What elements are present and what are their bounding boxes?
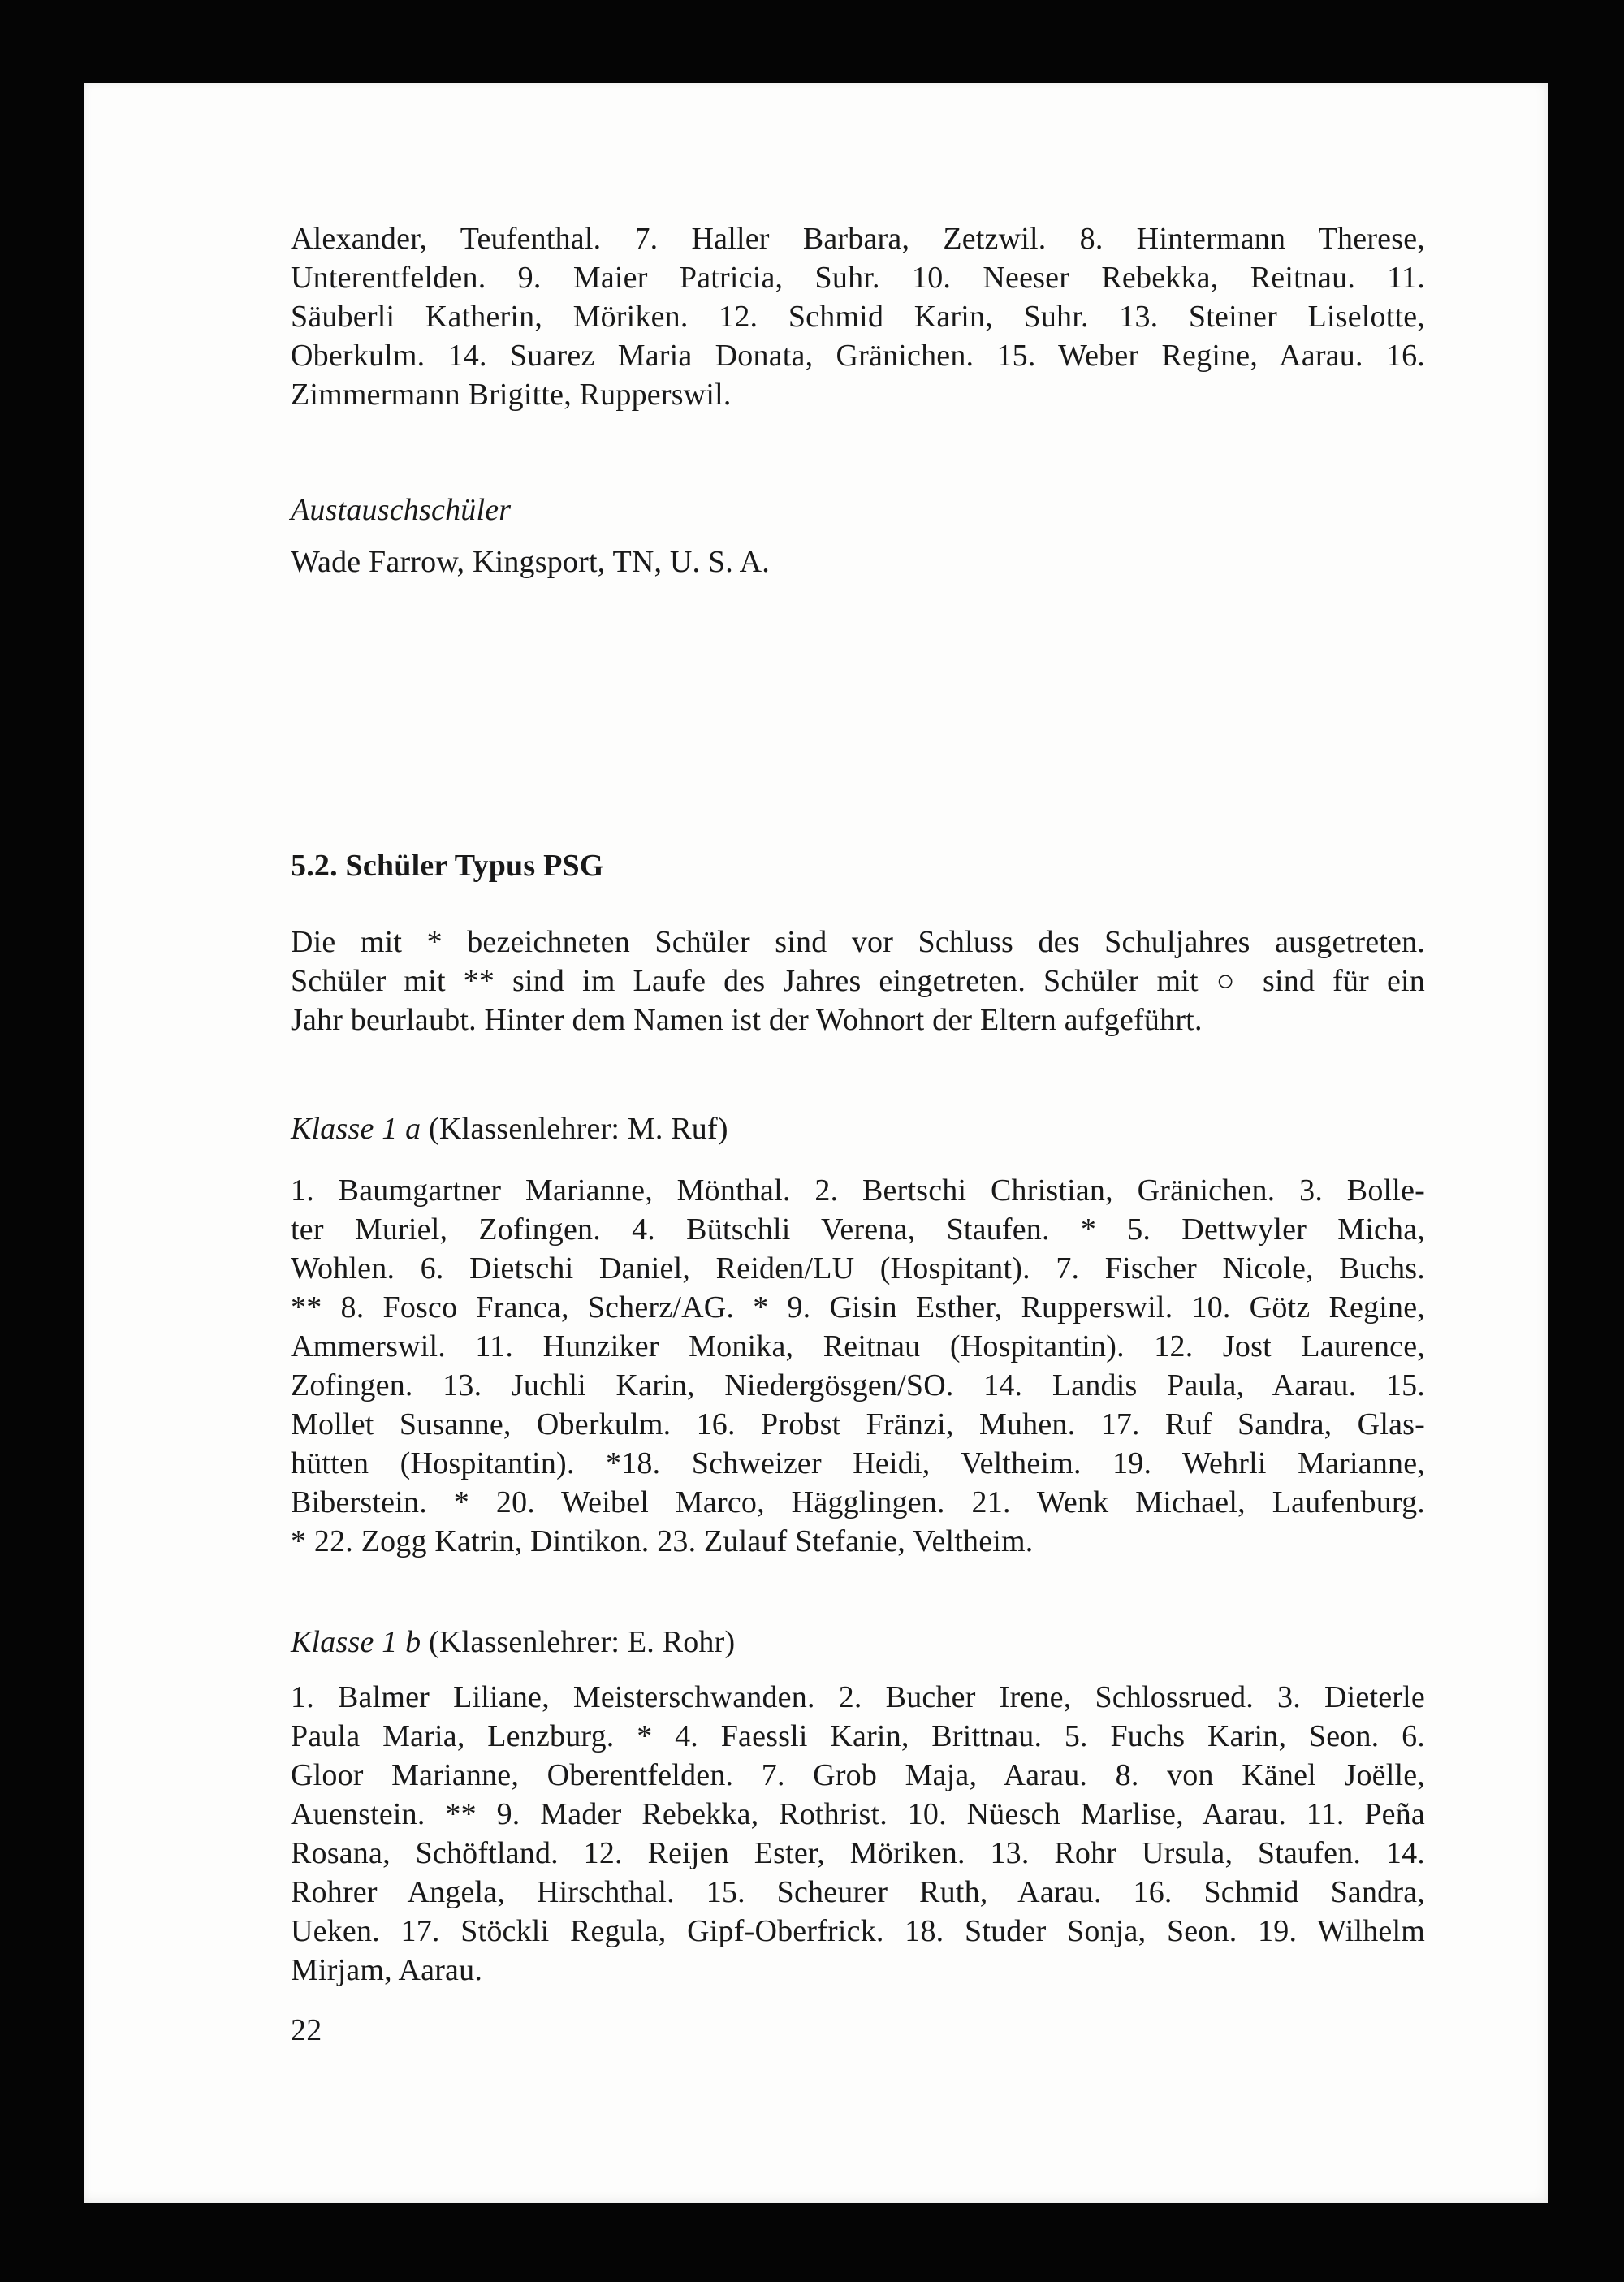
text-line: Rosana, Schöftland. 12. Reijen Ester, Möriken. 13. Rohr Ursula, Staufen. 14. bbox=[291, 1836, 1425, 1870]
paragraph-klasse-1b-students bbox=[291, 1678, 1425, 1990]
text-line: Unterentfelden. 9. Maier Patricia, Suhr. 10. Neeser Rebekka, Reitnau. 11. bbox=[291, 261, 1425, 295]
section-heading-5-2: 5.2. Schüler Typus PSG bbox=[291, 849, 604, 883]
text-line: Oberkulm. 14. Suarez Maria Donata, Gränichen. 15. Weber Regine, Aarau. 16. bbox=[291, 339, 1425, 373]
text-line: Mollet Susanne, Oberkulm. 16. Probst Fränzi, Muhen. 17. Ruf Sandra, Glas- bbox=[291, 1407, 1425, 1441]
exchange-student-line: Wade Farrow, Kingsport, TN, U. S. A. bbox=[291, 545, 770, 579]
heading-klasse-1a bbox=[291, 1109, 1425, 1148]
heading-austauschschueler: Austauschschüler bbox=[291, 493, 512, 527]
text-column bbox=[291, 219, 1425, 2050]
text-line: Auenstein. ** 9. Mader Rebekka, Rothrist. 10. Nüesch Marlise, Aarau. 11. Peña bbox=[291, 1797, 1425, 1831]
text-line: Jahr beurlaubt. Hinter dem Namen ist der Wohnort der Eltern aufgeführt. bbox=[291, 1003, 1203, 1037]
text-line: Rohrer Angela, Hirschthal. 15. Scheurer Ruth, Aarau. 16. Schmid Sandra, bbox=[291, 1875, 1425, 1909]
text-line: Paula Maria, Lenzburg. * 4. Faessli Karin, Brittnau. 5. Fuchs Karin, Seon. 6. bbox=[291, 1719, 1425, 1753]
text-line: 1. Balmer Liliane, Meisterschwanden. 2. Bucher Irene, Schlossrued. 3. Dieterle bbox=[291, 1680, 1425, 1714]
text-line: Gloor Marianne, Oberentfelden. 7. Grob Maja, Aarau. 8. von Känel Joëlle, bbox=[291, 1758, 1425, 1792]
text-line: Alexander, Teufenthal. 7. Haller Barbara, Zetzwil. 8. Hintermann Therese, bbox=[291, 222, 1425, 256]
text-line: ter Muriel, Zofingen. 4. Bütschli Verena, Staufen. * 5. Dettwyler Micha, bbox=[291, 1212, 1425, 1247]
paragraph-klasse-1a-students bbox=[291, 1171, 1425, 1561]
text-line: Säuberli Katherin, Möriken. 12. Schmid Karin, Suhr. 13. Steiner Liselotte, bbox=[291, 300, 1425, 334]
paragraph-symbol-legend bbox=[291, 923, 1425, 1039]
text-line: Zimmermann Brigitte, Rupperswil. bbox=[291, 378, 732, 412]
text-line: Biberstein. * 20. Weibel Marco, Hägglingen. 21. Wenk Michael, Laufenburg. bbox=[291, 1485, 1425, 1519]
text-line: Ueken. 17. Stöckli Regula, Gipf-Oberfrick. 18. Studer Sonja, Seon. 19. Wilhelm bbox=[291, 1914, 1425, 1948]
text-line: Schüler mit ** sind im Laufe des Jahres eingetreten. Schüler mit ○ sind für ein bbox=[291, 964, 1425, 998]
page-number: 22 bbox=[291, 2013, 322, 2047]
text-line: Die mit * bezeichneten Schüler sind vor Schluss des Schuljahres ausgetreten. bbox=[291, 925, 1425, 959]
text-line: Mirjam, Aarau. bbox=[291, 1953, 483, 1987]
heading-klasse-1b bbox=[291, 1623, 1425, 1662]
text-line: * 22. Zogg Katrin, Dintikon. 23. Zulauf Stefanie, Veltheim. bbox=[291, 1524, 1034, 1558]
klasse-1a-teacher: (Klassenlehrer: M. Ruf) bbox=[421, 1112, 728, 1146]
document-page bbox=[84, 83, 1548, 2203]
text-line: Wohlen. 6. Dietschi Daniel, Reiden/LU (Hospitant). 7. Fischer Nicole, Buchs. bbox=[291, 1251, 1425, 1286]
paragraph-class-list-continuation bbox=[291, 219, 1425, 414]
klasse-1a-label: Klasse 1 a bbox=[291, 1112, 421, 1146]
text-line: ** 8. Fosco Franca, Scherz/AG. * 9. Gisin Esther, Rupperswil. 10. Götz Regine, bbox=[291, 1290, 1425, 1325]
text-line: Ammerswil. 11. Hunziker Monika, Reitnau (Hospitantin). 12. Jost Laurence, bbox=[291, 1329, 1425, 1364]
text-line: hütten (Hospitantin). *18. Schweizer Heidi, Veltheim. 19. Wehrli Marianne, bbox=[291, 1446, 1425, 1480]
klasse-1b-label: Klasse 1 b bbox=[291, 1625, 421, 1659]
text-line: Zofingen. 13. Juchli Karin, Niedergösgen/SO. 14. Landis Paula, Aarau. 15. bbox=[291, 1368, 1425, 1402]
text-line: 1. Baumgartner Marianne, Mönthal. 2. Bertschi Christian, Gränichen. 3. Bolle- bbox=[291, 1173, 1425, 1208]
klasse-1b-teacher: (Klassenlehrer: E. Rohr) bbox=[421, 1625, 736, 1659]
